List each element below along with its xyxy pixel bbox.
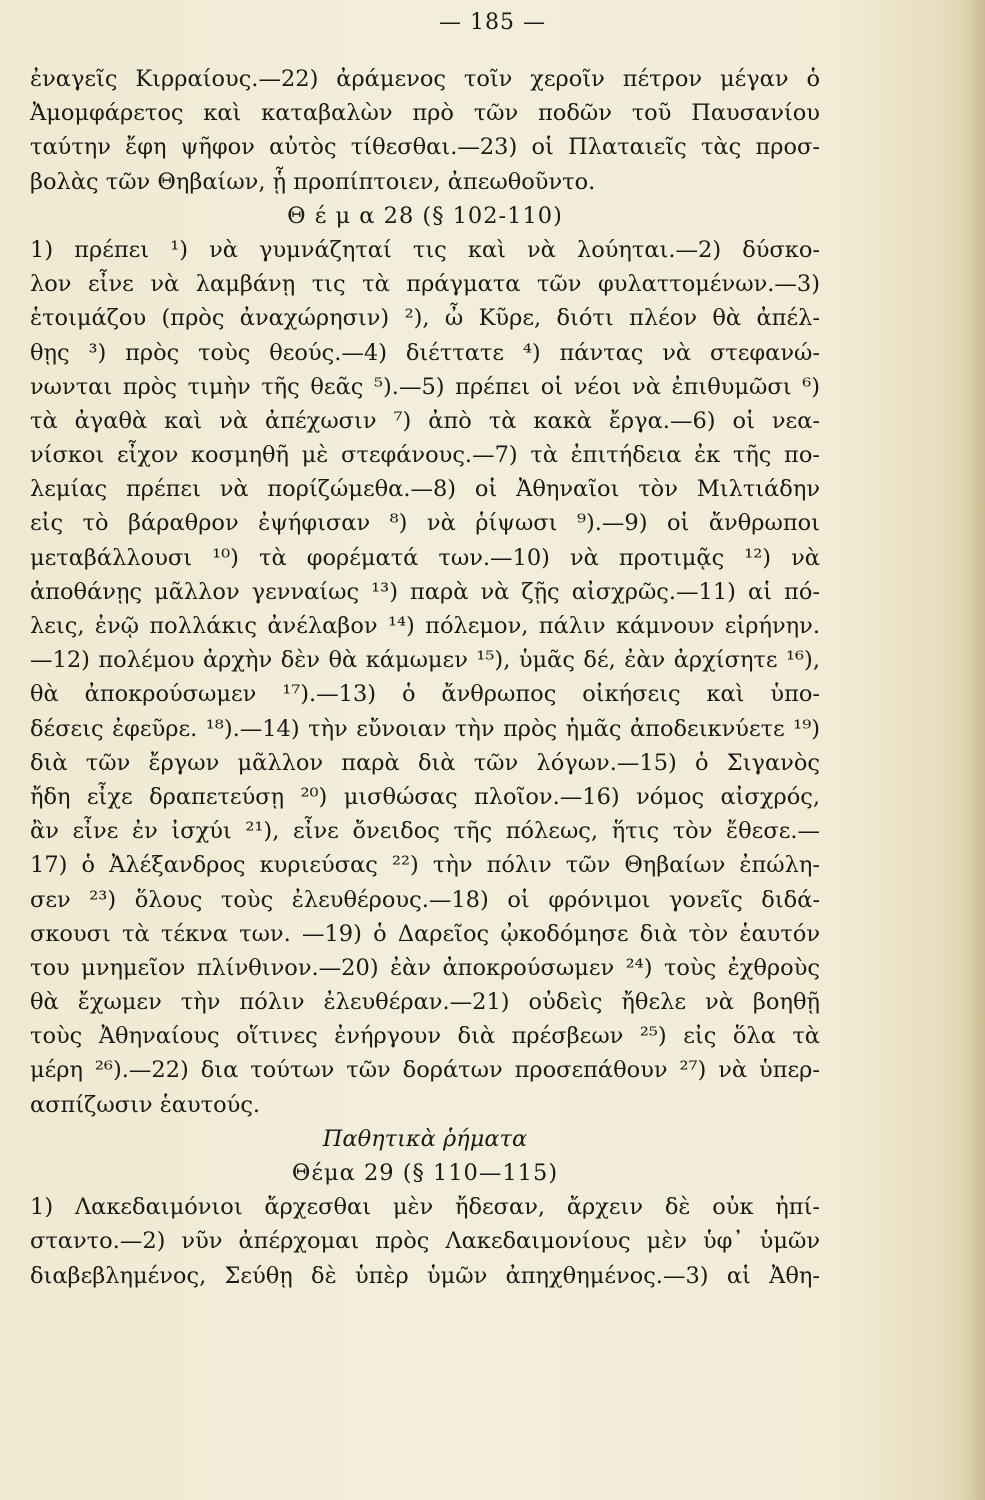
text-line: λεμίας πρέπει νὰ πορίζώμεθα.—8) οἱ Ἀθηναῖοι τὸν Μιλτιάδην	[30, 476, 820, 503]
text-line: 1) Λακεδαιμόνιοι ἄρχεσθαι μὲν ἤδεσαν, ἄρχειν δὲ οὐκ ἠπί-	[30, 1194, 820, 1221]
text-line: νωνται πρὸς τιμὴν τῆς θεᾶς ⁵).—5) πρέπει οἱ νέοι νὰ ἐπιθυμῶσι ⁶)	[30, 373, 820, 400]
text-line: Παθητικὰ ῥήματα	[322, 1125, 528, 1152]
text-line: Θ έ μ α 28 (§ 102-110)	[287, 202, 563, 229]
text-line: Θέμα 29 (§ 110—115)	[291, 1160, 559, 1186]
text-line: δέσεις ἐφεῦρε. ¹⁸).—14) τὴν εὔνοιαν τὴν πρὸς ἡμᾶς ἀποδεικνύετε ¹⁹)	[30, 715, 820, 742]
text-line: θῃς ³) πρὸς τοὺς θεούς.—4) διέττατε ⁴) πάντας νὰ στεφανώ-	[30, 339, 820, 366]
text-line: σκουσι τὰ τέκνα των. —19) ὁ Δαρεῖος ᾠκοδόμησε διὰ τὸν ἑαυτόν	[30, 920, 820, 947]
text-line: μεταβάλλουσι ¹⁰) τὰ φορέματά των.—10) νὰ προτιμᾷς ¹²) νὰ	[30, 544, 820, 571]
text-line: θὰ ἀποκρούσωμεν ¹⁷).—13) ὁ ἄνθρωπος οἰκήσεις καὶ ὑπο-	[30, 681, 820, 708]
text-line: ἂν εἶνε ἐν ἰσχύι ²¹), εἶνε ὄνειδος τῆς πόλεως, ἥτις τὸν ἔθεσε.—	[30, 818, 820, 845]
text-line: τὰ ἀγαθὰ καὶ νὰ ἀπέχωσιν ⁷) ἀπὸ τὰ κακὰ ἔργα.—6) οἱ νεα-	[30, 407, 820, 434]
text-line: ἀποθάνῃς μᾶλλον γενναίως ¹³) παρὰ νὰ ζῇς αἰσχρῶς.—11) αἱ πό-	[30, 578, 820, 605]
text-line: σταντο.—2) νῦν ἀπέρχομαι πρὸς Λακεδαιμονίους μὲν ὑφ᾽ ὑμῶν	[30, 1228, 820, 1255]
text-line: θὰ ἔχωμεν τὴν πόλιν ἐλευθέραν.—21) οὐδεὶς ἤθελε νὰ βοηθῇ	[30, 989, 820, 1016]
page-number: — 185 —	[439, 10, 546, 35]
text-line: διαβεβλημένος, Σεύθῃ δὲ ὑπὲρ ὑμῶν ἀπηχθημένος.—3) αἱ Ἀθη-	[30, 1262, 820, 1289]
text-line: ἑτοιμάζου (πρὸς ἀναχώρησιν) ²), ὦ Κῦρε, διότι πλέον θὰ ἀπέλ-	[30, 305, 820, 332]
text-line: του μνημεῖον πλίνθινον.—20) ἐὰν ἀποκρούσωμεν ²⁴) τοὺς ἐχθροὺς	[30, 954, 820, 981]
text-line: ἤδη εἶχε δραπετεύσῃ ²⁰) μισθώσας πλοῖον.—16) νόμος αἰσχρός,	[30, 783, 820, 810]
text-line: διὰ τῶν ἔργων μᾶλλον παρὰ διὰ τῶν λόγων.—15) ὁ Σιγανὸς	[30, 749, 820, 776]
text-line: εἰς τὸ βάραθρον ἐψήφισαν ⁸) νὰ ῥίψωσι ⁹).—9) οἱ ἄνθρωποι	[30, 510, 820, 537]
page-edge-shadow	[963, 0, 985, 1500]
text-line: 1) πρέπει ¹) νὰ γυμνάζηταί τις καὶ νὰ λούηται.—2) δύσκο-	[30, 236, 820, 263]
text-line: μέρη ²⁶).—22) δια τούτων τῶν δοράτων προσεπάθουν ²⁷) νὰ ὑπερ-	[30, 1057, 820, 1084]
text-block	[30, 62, 820, 1293]
text-line: τοὺς Ἀθηναίους οἵτινες ἐνήργουν διὰ πρέσβεων ²⁵) εἰς ὅλα τὰ	[30, 1023, 820, 1050]
text-line: ασπίζωσιν ἑαυτούς.	[30, 1091, 261, 1118]
text-line: —12) πολέμου ἀρχὴν δὲν θὰ κάμωμεν ¹⁵), ὑμᾶς δέ, ἐὰν ἀρχίσητε ¹⁶),	[30, 647, 820, 674]
text-line: σεν ²³) ὅλους τοὺς ἐλευθέρους.—18) οἱ φρόνιμοι γονεῖς διδά-	[30, 886, 820, 913]
text-line: ταύτην ἔφη ψῆφον αὐτὸς τίθεσθαι.—23) οἱ Πλαταιεῖς τὰς προσ-	[30, 134, 820, 161]
text-line: Ἀμομφάρετος καὶ καταβαλὼν πρὸ τῶν ποδῶν τοῦ Παυσανίου	[30, 100, 820, 127]
text-line: βολὰς τῶν Θηβαίων, ᾗ προπίπτοιεν, ἀπεωθοῦντο.	[30, 168, 596, 195]
text-line: 17) ὁ Ἀλέξανδρος κυριεύσας ²²) τὴν πόλιν τῶν Θηβαίων ἐπώλη-	[30, 852, 820, 879]
text-line: ἐναγεῖς Κιρραίους.—22) ἀράμενος τοῖν χεροῖν πέτρον μέγαν ὁ	[30, 66, 820, 92]
text-line: νίσκοι εἶχον κοσμηθῆ μὲ στεφάνους.—7) τὰ ἐπιτήδεια ἐκ τῆς πο-	[30, 442, 820, 469]
text-line: λεις, ἐνῷ πολλάκις ἀνέλαβον ¹⁴) πόλεμον, πάλιν κάμνουν εἰρήνην.	[30, 613, 820, 639]
text-line: λον εἶνε νὰ λαμβάνῃ τις τὰ πράγματα τῶν φυλαττομένων.—3)	[30, 271, 820, 298]
